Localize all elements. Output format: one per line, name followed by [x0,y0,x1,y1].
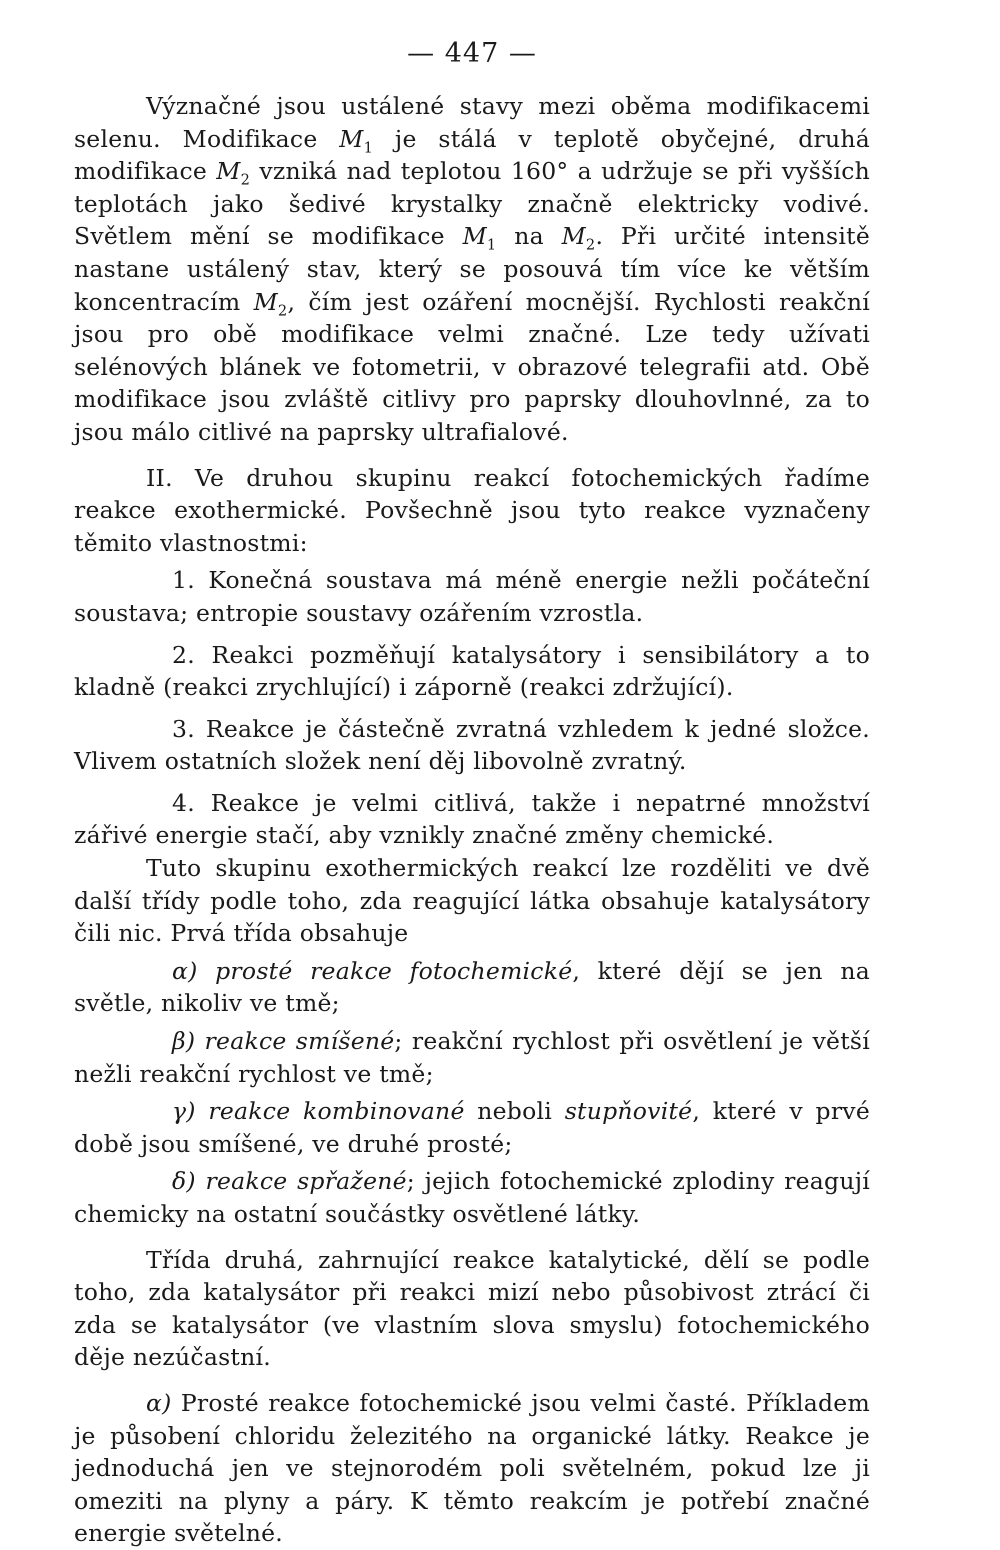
list-item-property-4: 4. Reakce je velmi citlivá, takže i nepatrné množství zářivé energie stačí, aby vznikly značné změny chemické. [74,788,870,850]
paragraph-simple-reactions: α) Prosté reakce fotochemické jsou velmi časté. Příkladem je působení chloridu železitého na organické látky. Reakce je jednoduchá jen ve stejnorodém poli světelném, pokud lze ji omeziti na plyny a páry. K těmto reakcím je potřebí značné energie světelné. [74,1388,870,1548]
list-item-delta-coupled: δ) reakce spřažené; jejich fotochemické zplodiny reagují chemicky na ostatní součástky osvětlené látky. [74,1167,871,1228]
page-number: — 447 — [407,38,537,69]
list-item-gamma-combined: γ) reakce kombinované neboli stupňovité, které v prvé době jsou smíšené, ve druhé prosté; [74,1097,870,1158]
paragraph-selenium-modifications: Význačné jsou ustálené stavy mezi oběma modifikacemi selenu. Modifikace $M_1$ je stálá v teplotě obyčejné, druhá modifikace $M_2$ vzniká nad teplotou 160° a udržuje se při vyšších teplotách jako šedivé krystalky značně elektricky vodivé. Světlem mění se modifikace $M_1$ na $M_2$. Při určité intensitě nastane ustálený stav, který se posouvá tím více ke větším koncentracím $M_2$, čím jest ozáření mocnější. Rychlosti reakční jsou pro obě modifikace velmi značné. Lze tedy užívati selénových blánek ve fotometrii, v obrazové telegrafii atd. Obě modifikace jsou zvláště citlivy pro paprsky dlouhovlnné, za to jsou málo citlivé na paprsky ultrafialové. [74,92,870,446]
paragraph-catalytic-class: Třída druhá, zahrnující reakce katalytické, dělí se podle toho, zda katalysátor při reakci mizí nebo působivost ztrácí či zda se katalysátor (ve vlastním slova smyslu) fotochemického děje nezúčastní. [74,1245,870,1372]
list-item-property-2: 2. Reakci pozměňují katalysátory i sensibilátory a to kladně (reakci zrychlující) i záporně (reakci zdržující). [74,640,870,702]
paragraph-exothermic-reactions: II. Ve druhou skupinu reakcí fotochemických řadíme reakce exothermické. Povšechně jsou tyto reakce vyznačeny těmito vlastnostmi: [74,463,870,557]
list-item-beta-mixed: β) reakce smíšené; reakční rychlost při osvětlení je větší nežli reakční rychlost ve tmě; [74,1027,870,1088]
list-item-property-1: 1. Konečná soustava má méně energie nežli počáteční soustava; entropie soustavy ozářením vzrostla. [74,566,870,627]
paragraph-classes-intro: Tuto skupinu exothermických reakcí lze rozděliti ve dvě další třídy podle toho, zda reagující látka obsahuje katalysátory čili nic. Prvá třída obsahuje [74,854,870,948]
book-page [74,36,870,1550]
list-item-property-3: 3. Reakce je částečně zvratná vzhledem k jedné složce. Vlivem ostatních složek není děj libovolně zvratný. [74,714,870,776]
list-item-alpha-simple: α) prosté reakce fotochemické, které dějí se jen na světle, nikoliv ve tmě; [74,956,870,1018]
